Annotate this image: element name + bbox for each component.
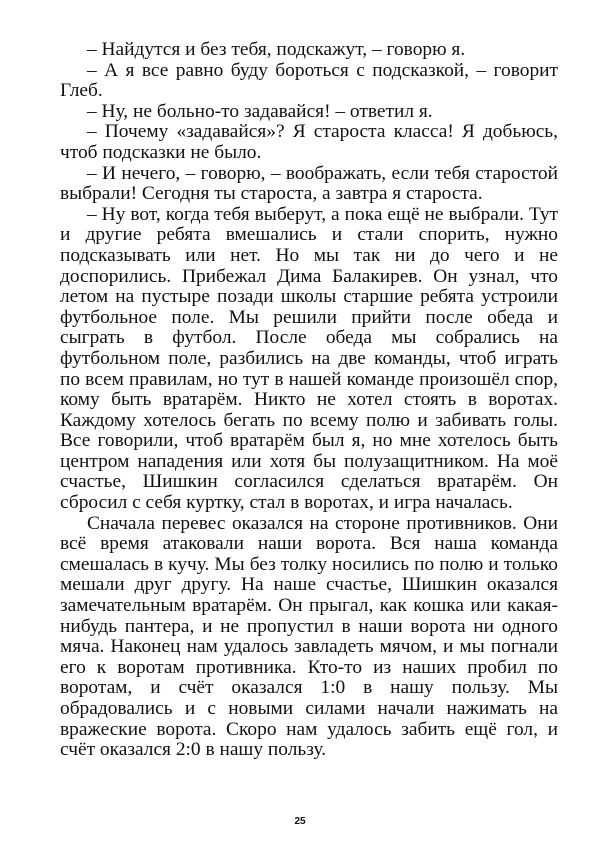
paragraph-3: – Ну, не больно-то задавайся! – ответил я. <box>87 100 433 122</box>
paragraph-5: – И нечего, – говорю, – воображать, если тебя старостой выбрали! Сегодня ты староста, а завтра я староста. <box>60 162 558 205</box>
paragraph-6: – Ну вот, когда тебя выберут, а пока ещё не выбрали. Тут и другие ребята вмешались и стали спорить, нужно подсказывать или нет. Но мы так ни до чего и не доспорились. Прибежал Дима Балакирев. Он узнал, что летом на пустыре позади школы старшие ребята устроили футбольное поле. Мы решили прийти после обеда и сыграть в футбол. После обеда мы собрались на футбольном поле, разбились на две команды, чтоб играть по всем правилам, но тут в нашей команде произошёл спор, кому быть вратарём. Никто не хотел стоять в воротах. Каждому хотелось бегать по всему полю и забивать голы. Все говорили, чтоб вратарём был я, но мне хотелось быть центром нападения или хотя бы полузащитником. На моё счастье, Шишкин согласился сделаться вратарём. Он сбросил с себя куртку, стал в воротах, и игра началась. <box>60 203 558 514</box>
page-number: 25 <box>294 816 306 827</box>
page-body <box>60 40 558 761</box>
paragraph-4: – Почему «задавайся»? Я староста класса! Я добьюсь, чтоб подсказки не было. <box>60 121 558 163</box>
paragraph-7: Сначала перевес оказался на стороне противников. Они всё время атаковали наши ворота. Вся наша команда смешалась в кучу. Мы без толку носились по полю и только мешали друг другу. На наше счастье, Шишкин оказался замечательным вратарём. Он прыгал, как кошка или какая-нибудь пантера, и не пропустил в наши ворота ни одного мяча. Наконец нам удалось завладеть мячом, и мы погнали его к воротам противника. Кто-то из наших пробил по воротам, и счёт оказался 1:0 в нашу пользу. Мы обрадовались и с новыми силами начали нажимать на вражеские ворота. Скоро нам удалось забить ещё гол, и счёт оказался 2:0 в нашу пользу. <box>60 512 558 761</box>
paragraph-1: – Найдутся и без тебя, подскажут, – говорю я. <box>87 39 466 60</box>
paragraph-2: – А я все равно буду бороться с подсказкой, – говорит Глеб. <box>60 59 558 102</box>
